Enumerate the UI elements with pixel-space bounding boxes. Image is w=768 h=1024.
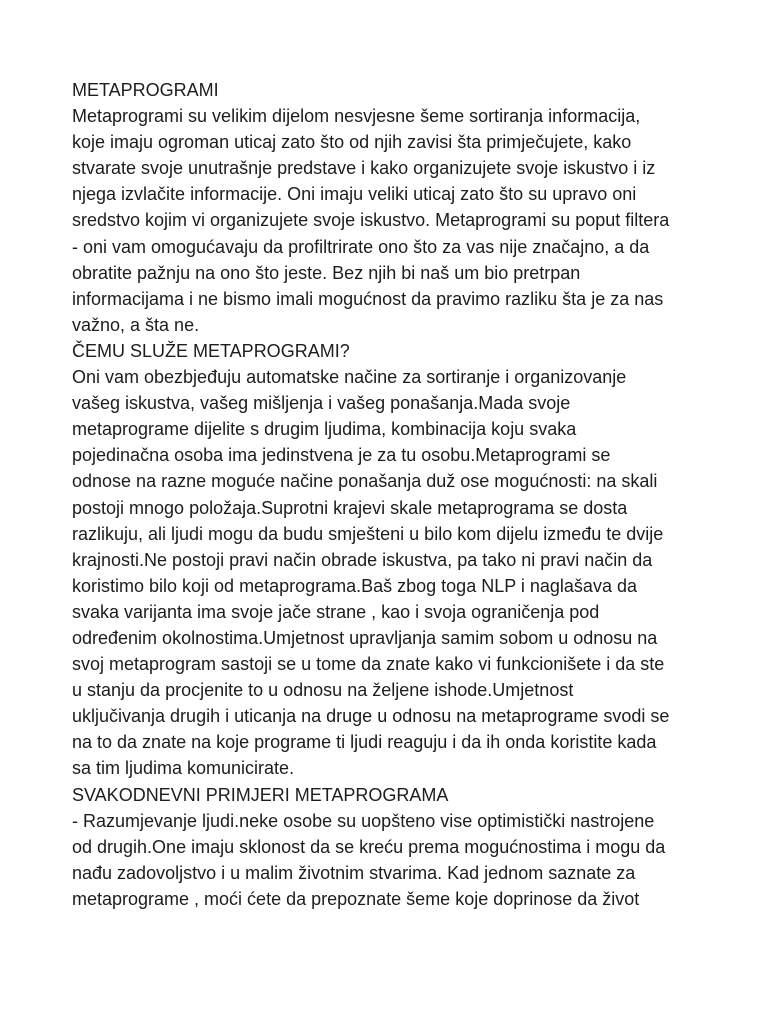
paragraph-line: nađu zadovoljstvo i u malim životnim stvarima. Kad jednom saznate za <box>72 862 636 883</box>
paragraph-line: od drugih.One imaju sklonost da se kreću prema mogućnostima i mogu da <box>72 836 666 857</box>
paragraph-line: na to da znate na koje programe ti ljudi reaguju i da ih onda koristite kada <box>72 732 657 753</box>
paragraph-line: uključivanja drugih i uticanja na druge u odnosu na metaprograme svodi se <box>72 706 670 727</box>
paragraph-line: pojedinačna osoba ima jedinstvena je za tu osobu.Metaprogrami se <box>72 445 611 466</box>
paragraph-line: koristimo bilo koji od metaprograma.Baš zbog toga NLP i naglašava da <box>72 575 637 596</box>
document-page <box>72 77 742 912</box>
paragraph-line: razlikuju, ali ljudi mogu da budu smješteni u bilo kom dijelu između te dvije <box>72 523 664 544</box>
paragraph-line: obratite pažnju na ono što jeste. Bez njih bi naš um bio pretrpan <box>72 262 581 283</box>
paragraph-line: - oni vam omogućavaju da profiltrirate ono što za vas nije značajno, a da <box>72 236 650 257</box>
paragraph-line: vašeg iskustva, vašeg mišljenja i vašeg ponašanja.Mada svoje <box>72 393 571 414</box>
paragraph-line: sredstvo kojim vi organizujete svoje iskustvo. Metaprogrami su poput filtera <box>72 210 670 231</box>
paragraph-line: informacijama i ne bismo imali mogućnost da pravimo razliku šta je za nas <box>72 288 664 309</box>
paragraph-line: svaka varijanta ima svoje jače strane , kao i svoja ograničenja pod <box>72 601 600 622</box>
heading-svakodnevni-primjeri: SVAKODNEVNI PRIMJERI METAPROGRAMA <box>72 784 449 805</box>
paragraph-line: u stanju da procjenite to u odnosu na željene ishode.Umjetnost <box>72 680 574 701</box>
heading-metaprogrami: METAPROGRAMI <box>72 80 219 100</box>
paragraph-line: stvarate svoje unutrašnje predstave i kako organizujete svoje iskustvo i iz <box>72 158 656 179</box>
paragraph-line: metaprograme dijelite s drugim ljudima, kombinacija koju svaka <box>72 419 577 440</box>
paragraph-line: svoj metaprogram sastoji se u tome da znate kako vi funkcionišete i da ste <box>72 654 665 675</box>
paragraph-line: odnose na razne moguće načine ponašanja duž ose mogućnosti: na skali <box>72 471 658 492</box>
paragraph-line: određenim okolnostima.Umjetnost upravljanja samim sobom u odnosu na <box>72 627 658 648</box>
paragraph-line: krajnosti.Ne postoji pravi način obrade iskustva, pa tako ni pravi način da <box>72 549 653 570</box>
paragraph-line: metaprograme , moći ćete da prepoznate šeme koje doprinose da život <box>72 888 640 909</box>
paragraph-line: koje imaju ogroman uticaj zato što od njih zavisi šta primječujete, kako <box>72 132 632 153</box>
paragraph-line: Oni vam obezbjeđuju automatske načine za sortiranje i organizovanje <box>72 367 627 388</box>
heading-cemu-sluze: ČEMU SLUŽE METAPROGRAMI? <box>72 340 350 361</box>
paragraph-line: važno, a šta ne. <box>72 314 200 335</box>
paragraph-line: postoji mnogo položaja.Suprotni krajevi skale metaprograma se dosta <box>72 497 628 518</box>
paragraph-line: Metaprogrami su velikim dijelom nesvjesne šeme sortiranja informacija, <box>72 106 641 127</box>
paragraph-line: njega izvlačite informacije. Oni imaju veliki uticaj zato što su upravo oni <box>72 184 637 205</box>
paragraph-line: - Razumjevanje ljudi.neke osobe su uopšteno vise optimistički nastrojene <box>72 810 655 831</box>
paragraph-line: sa tim ljudima komunicirate. <box>72 758 295 779</box>
